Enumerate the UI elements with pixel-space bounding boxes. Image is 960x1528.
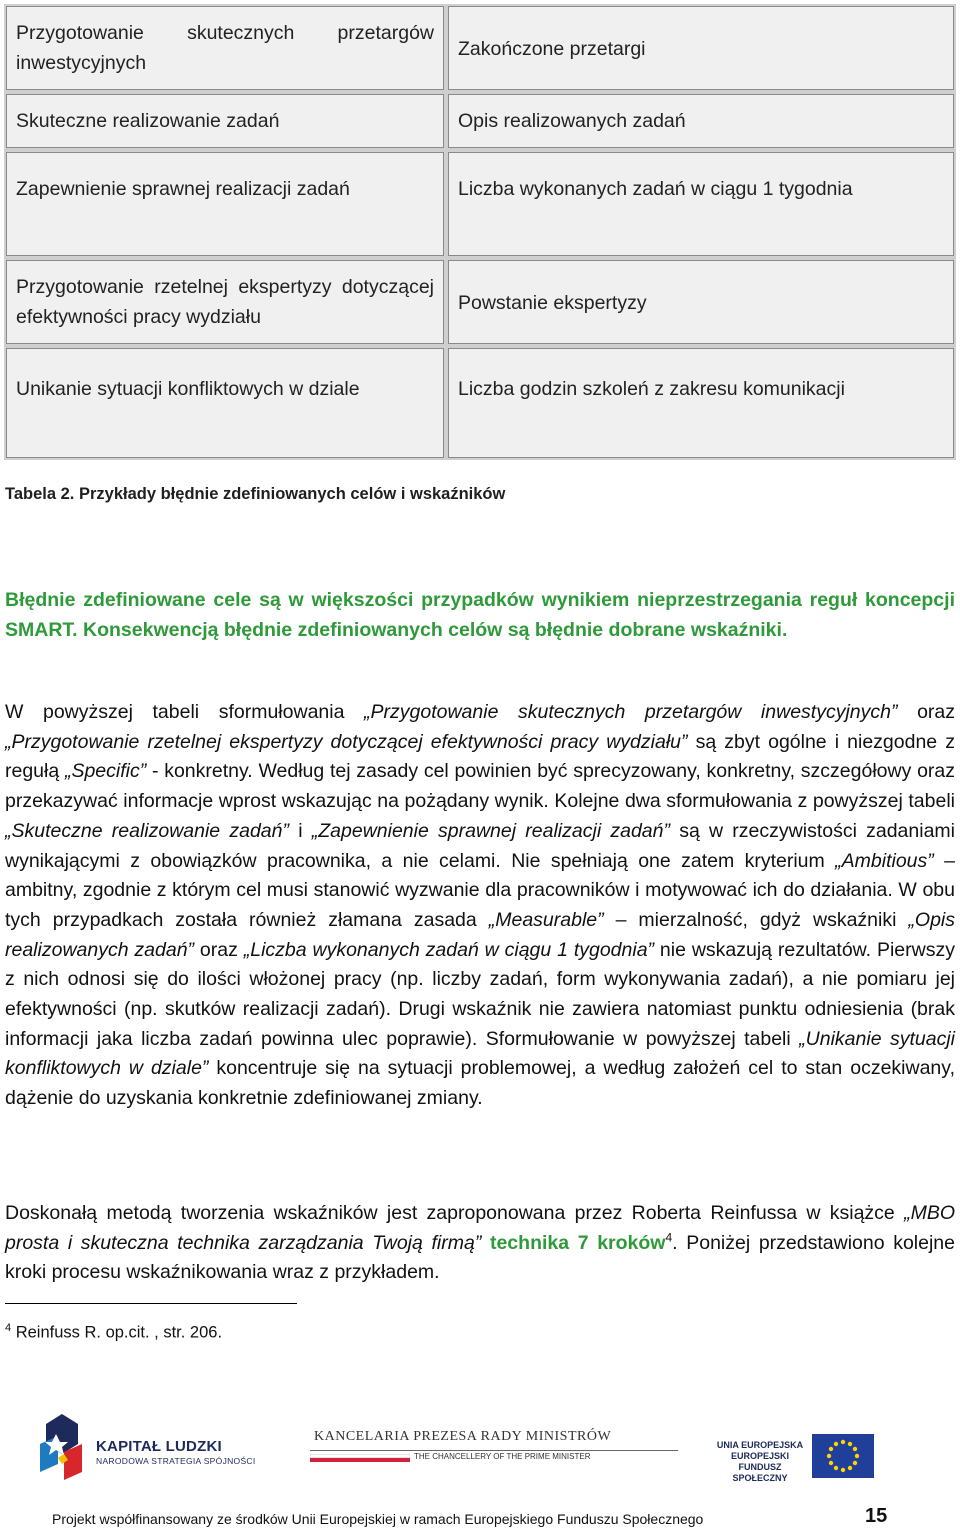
text-run: koncentruje się na sytuacji problemowej, a według założeń cel to stan oczekiwany, dążenie do uzyskania konkretnie zdefiniowanej zmiany.	[5, 1057, 955, 1110]
body-paragraph-1	[5, 698, 955, 1114]
text-run	[481, 1232, 490, 1254]
italic-quote: „Skuteczne realizowanie zadań”	[5, 819, 289, 842]
table-cell	[446, 346, 956, 460]
body-paragraph-2	[5, 1199, 955, 1288]
table-cell	[446, 92, 956, 150]
cell-text: Przygotowanie rzetelnej ekspertyzy dotyczącej efektywności pracy wydziału	[16, 276, 434, 328]
cell-text: Powstanie ekspertyzy	[458, 292, 647, 314]
eu-line: EUROPEJSKI	[730, 1451, 790, 1461]
text-run: - konkretny. Według tej zasady cel powinien być sprecyzowany, konkretny, szczegółowy oraz przekazywać informacje wprost wskazując na pożądany wynik. Kolejne dwa sformułowania z powyższej tabeli	[5, 760, 956, 813]
table-cell	[446, 258, 956, 346]
highlight-term: technika 7 kroków	[489, 1231, 666, 1254]
eu-social-fund-logo	[700, 1424, 880, 1494]
table-caption: Tabela 2. Przykłady błędnie zdefiniowanych celów i wskaźników	[5, 485, 506, 503]
italic-quote: „MBO prosta i skuteczna technika zarządzania Twoją firmą”	[5, 1202, 955, 1254]
table-cell	[4, 346, 446, 460]
cell-text: Skuteczne realizowanie zadań	[16, 110, 280, 132]
eu-text	[710, 1440, 810, 1484]
cell-text: Liczba wykonanych zadań w ciągu 1 tygodnia	[458, 178, 853, 200]
cell-text: Przygotowanie skutecznych przetargów inwestycyjnych	[16, 22, 434, 74]
page-number: 15	[865, 1505, 888, 1527]
text-run: są w rzeczywistości zadaniami wynikającymi z obowiązków pracownika, a nie celami. Nie spełniają one zatem kryterium	[5, 819, 956, 872]
italic-quote: „Measurable”	[488, 908, 604, 931]
kprm-rule	[310, 1450, 678, 1451]
kapital-ludzki-logo	[38, 1414, 258, 1484]
kapital-ludzki-emblem-icon	[38, 1414, 88, 1484]
kapital-ludzki-subtitle: NARODOWA STRATEGIA SPÓJNOŚCI	[96, 1456, 256, 1466]
cell-text: Unikanie sytuacji konfliktowych w dziale	[16, 378, 360, 400]
kprm-title: KANCELARIA PREZESA RADY MINISTRÓW	[314, 1429, 612, 1444]
cell-text: Zakończone przetargi	[458, 38, 646, 60]
footnote-number: 4	[5, 1322, 12, 1334]
table-cell	[446, 150, 956, 258]
italic-quote: „Ambitious”	[835, 849, 934, 872]
text-run: oraz	[194, 938, 244, 961]
highlight-paragraph: Błędnie zdefiniowane cele są w większości przypadków wynikiem nieprzestrzegania reguł koncepcji SMART. Konsekwencją błędnie zdefiniowanych celów są błędnie dobrane wskaźniki.	[5, 589, 955, 641]
kprm-subtitle: THE CHANCELLERY OF THE PRIME MINISTER	[414, 1452, 591, 1461]
text-run: – mierzalność, gdyż wskaźniki	[603, 908, 909, 931]
text-run: i	[289, 819, 312, 842]
table-cell	[4, 258, 446, 346]
text-run: W powyższej tabeli sformułowania	[5, 701, 365, 723]
italic-quote: „Liczba wykonanych zadań w ciągu 1 tygodnia”	[243, 938, 655, 961]
eu-line: UNIA EUROPEJSKA	[716, 1440, 804, 1450]
eu-line: FUNDUSZ SPOŁECZNY	[732, 1462, 788, 1483]
text-run: nie wskazują rezultatów. Pierwszy z nich odnosi się do ilości włożonej pracy (np. liczby zadań, form wykonywania zadań), a nie pomiaru jej efektywności (np. skutków realizacji zadań). Drugi wskaźnik nie zawiera natomiast punktu odniesienia (brak informacji jaka liczba zadań powinna ulec poprawie). Sformułowanie w powyższej tabeli	[5, 938, 955, 1050]
eu-flag-icon	[812, 1434, 874, 1478]
cell-text: Zapewnienie sprawnej realizacji zadań	[16, 178, 350, 200]
italic-quote: „Zapewnienie sprawnej realizacji zadań”	[311, 819, 670, 842]
italic-quote: „Specific”	[64, 760, 147, 783]
cell-text: Opis realizowanych zadań	[458, 110, 686, 132]
text-run: oraz	[897, 701, 955, 723]
table-cell	[4, 150, 446, 258]
cell-text: Liczba godzin szkoleń z zakresu komunikacji	[458, 378, 845, 400]
italic-quote: „Unikanie sytuacji konfliktowych w dziale”	[5, 1027, 956, 1080]
text-run: Doskonałą metodą tworzenia wskaźników jest zaproponowana przez Roberta Reinfussa w książce	[5, 1202, 905, 1224]
footnote-divider	[5, 1303, 297, 1304]
footnote	[5, 1322, 222, 1343]
italic-quote: „Przygotowanie skutecznych przetargów inwestycyjnych”	[364, 701, 898, 723]
table-cell	[4, 92, 446, 150]
footnote-ref[interactable]: 4	[665, 1230, 673, 1245]
footnote-text: Reinfuss R. op.cit. , str. 206.	[11, 1323, 223, 1342]
table-cell	[4, 4, 446, 92]
table-cell	[446, 4, 956, 92]
kprm-logo	[310, 1426, 680, 1470]
text-run: . Poniżej przedstawiono kolejne kroki procesu wskaźnikowania wraz z przykładem.	[5, 1231, 955, 1284]
kapital-ludzki-title: KAPITAŁ LUDZKI	[96, 1438, 222, 1455]
italic-quote: „Przygotowanie rzetelnej ekspertyzy dotyczącej efektywności pracy wydziału”	[5, 730, 688, 753]
text-run: – ambitny, zgodnie z którym cel musi stanowić wyzwanie dla pracowników i motywować ich do działania. W obu tych przypadkach została również złamana zasada	[5, 849, 955, 931]
italic-quote: „Opis realizowanych zadań”	[5, 908, 955, 961]
text-run: są zbyt ogólne i niezgodne z regułą	[5, 730, 955, 783]
footer-text: Projekt współfinansowany ze środków Unii Europejskiej w ramach Europejskiego Funduszu Społecznego	[52, 1511, 704, 1527]
polish-flag-icon	[310, 1454, 410, 1462]
